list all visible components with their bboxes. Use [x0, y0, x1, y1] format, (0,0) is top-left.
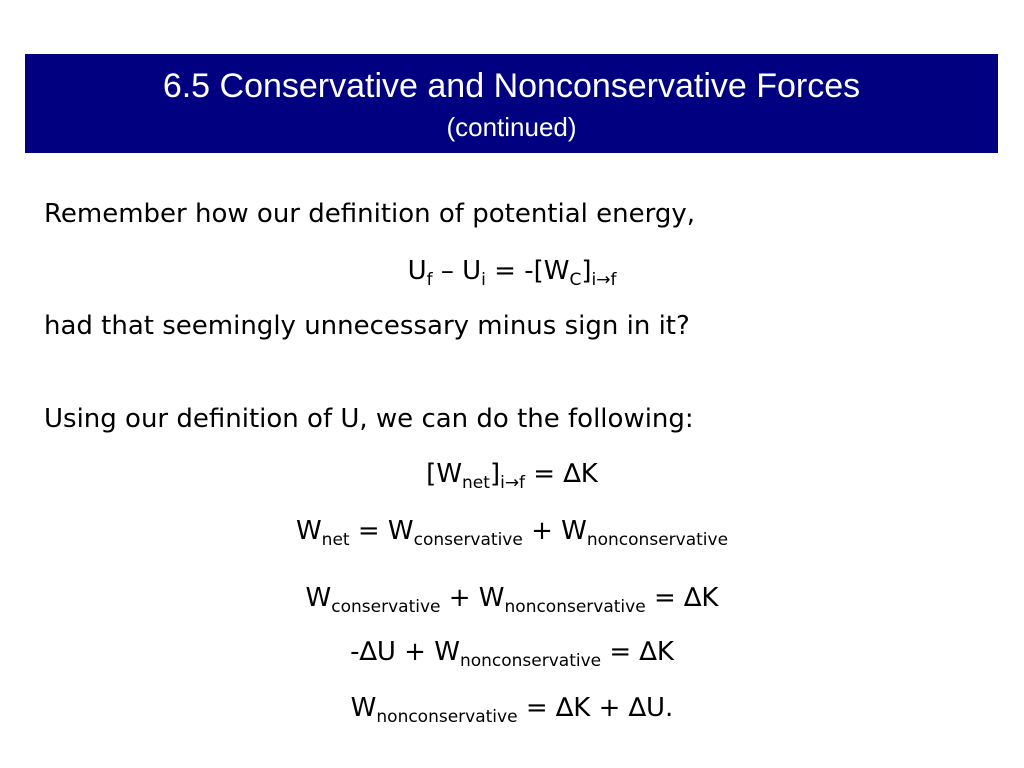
slide-title-bar: [25, 54, 998, 153]
body-line-1: Remember how our definition of potential energy,: [44, 199, 696, 229]
equation-net-sum: $W_{net} = W_{conservative} + W_{nonconservative}$: [295, 516, 729, 550]
slide-subtitle: (continued): [446, 112, 577, 142]
equation-delta-u: $-\Delta U + W_{nonconservative} = \Delta K$: [350, 637, 674, 671]
equation-work-energy: $W_{conservative} + W_{nonconservative} = \Delta K$: [305, 583, 719, 617]
equation-net-work: $[W_{net}]_{i\to f} = \Delta K$: [426, 459, 598, 493]
equation-nonconservative-result: $W_{nonconservative} = \Delta K + \Delta U$.: [350, 693, 674, 727]
slide-title: 6.5 Conservative and Nonconservative Forces: [162, 67, 861, 105]
body-line-3: Using our definition of U, we can do the following:: [44, 404, 694, 434]
body-line-2: had that seemingly unnecessary minus sign in it?: [44, 311, 690, 341]
equation-potential-energy: $U_f - U_i = -[W_C]_{i\to f}$: [407, 256, 617, 290]
